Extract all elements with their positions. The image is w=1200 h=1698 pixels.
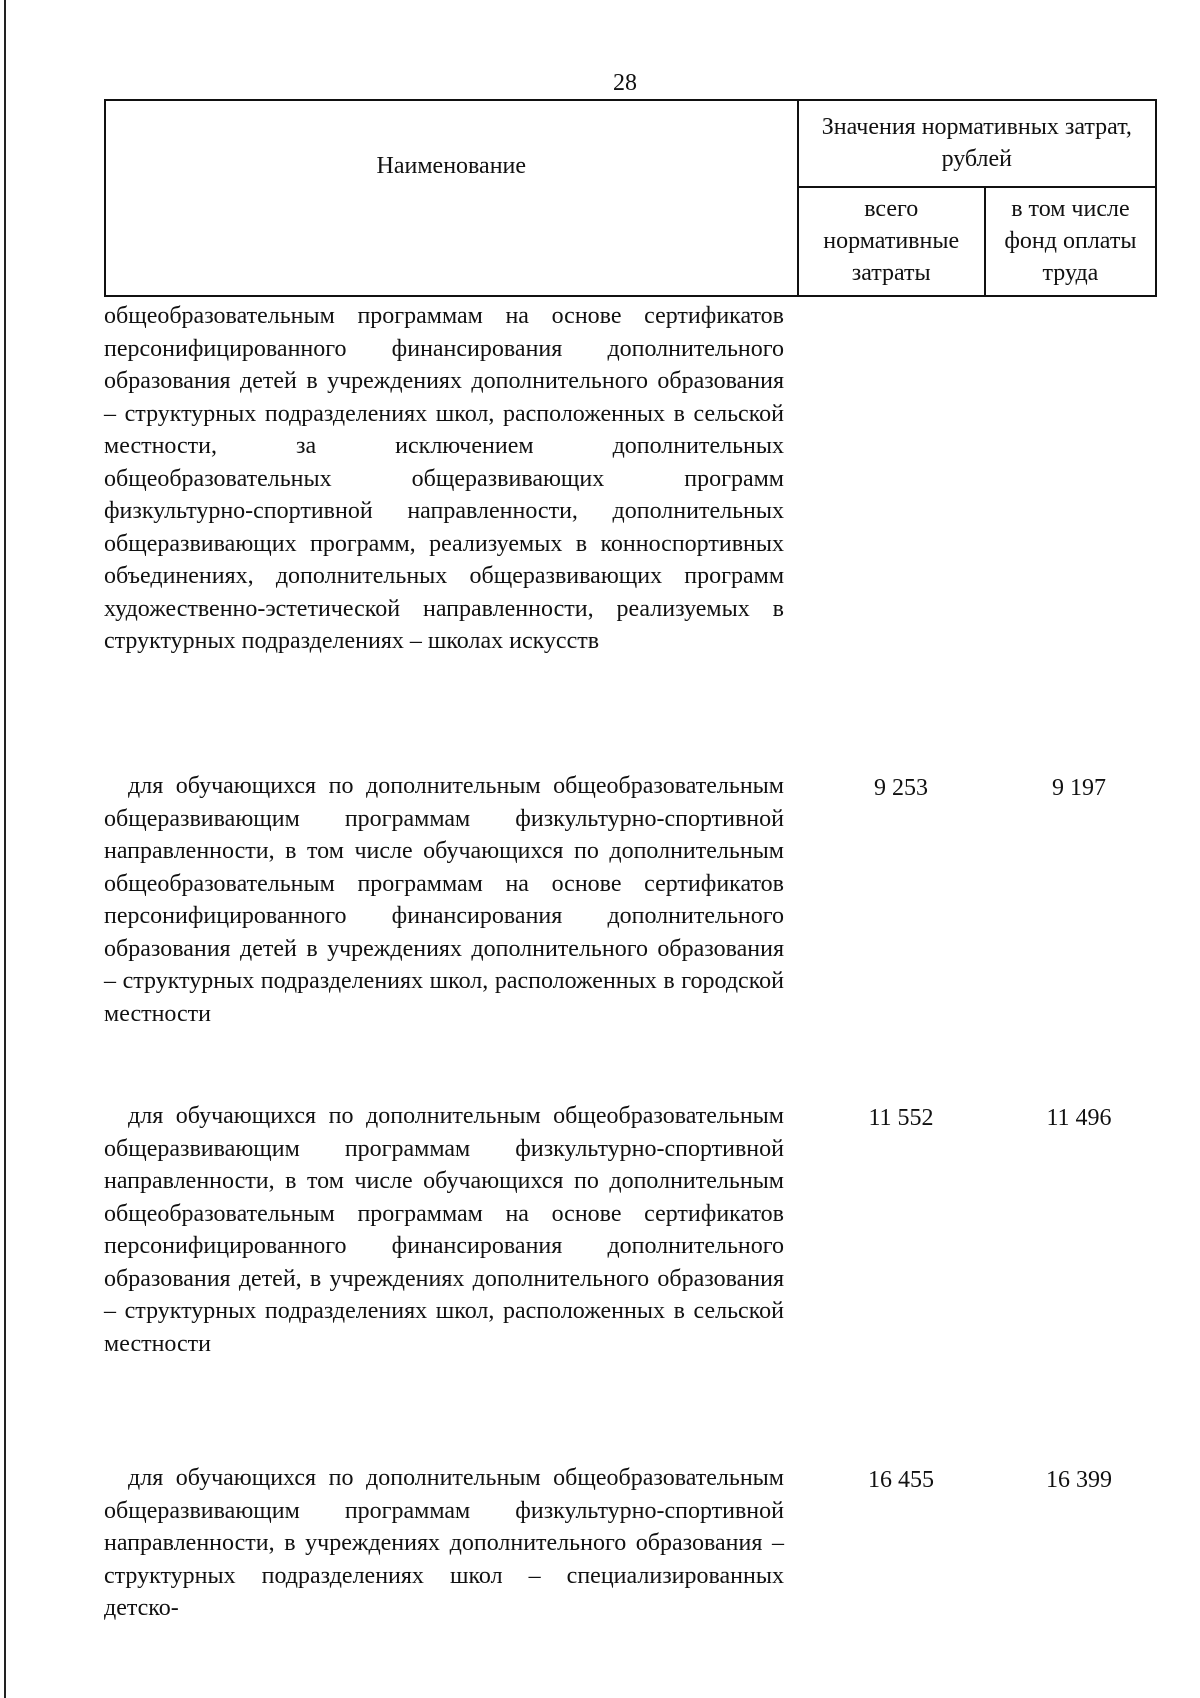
table-row-description: для обучающихся по дополнительным общеобразовательным общеразвивающим программам физкультурно-спортивной направленности, в учреждениях дополнительного образования – структурных подразделениях школ – специализированных детско- — [104, 1465, 784, 1621]
header-fund-cell: в том числе фонд оплаты труда — [985, 187, 1156, 296]
page-number: 28 — [613, 70, 637, 96]
header-name-cell — [105, 100, 798, 296]
header-total-cell: всего нормативные затраты — [798, 187, 985, 296]
header-values-group: Значения нормативных затрат, рублей — [798, 100, 1156, 187]
wage-fund-value: 11 496 — [1046, 1105, 1112, 1131]
total-cost-value: 16 455 — [868, 1467, 934, 1493]
page-edge-line — [4, 0, 6, 1698]
table-header — [104, 99, 1157, 297]
table-row-description: для обучающихся по дополнительным общеобразовательным общеразвивающим программам физкультурно-спортивной направленности, в том числе обучающихся по дополнительным общеобразовательным программам на основе сертификатов персонифицированного финансирования дополнительного образования детей в учреждениях дополнительного образования – структурных подразделениях школ, расположенных в городской местности — [104, 773, 784, 1027]
wage-fund-value: 9 197 — [1052, 775, 1106, 801]
table-row-description: общеобразовательным программам на основе сертификатов персонифицированного финансирования дополнительного образования детей в учреждениях дополнительного образования – структурных подразделениях школ, расположенных в сельской местности, за исключением дополнительных общеобразовательных общеразвивающих программ физкультурно-спортивной направленности, дополнительных общеразвивающих программ, реализуемых в конноспортивных объединениях, дополнительных общеразвивающих программ художественно-эстетической направленности, реализуемых в структурных подразделениях – школах искусств — [104, 303, 784, 654]
header-name-label: Наименование — [376, 153, 527, 179]
wage-fund-value: 16 399 — [1046, 1467, 1112, 1493]
total-cost-value: 11 552 — [868, 1105, 934, 1131]
table-row-description: для обучающихся по дополнительным общеобразовательным общеразвивающим программам физкультурно-спортивной направленности, в том числе обучающихся по дополнительным общеобразовательным программам на основе сертификатов персонифицированного финансирования дополнительного образования детей, в учреждениях дополнительного образования – структурных подразделениях школ, расположенных в сельской местности — [104, 1103, 784, 1357]
total-cost-value: 9 253 — [874, 775, 928, 801]
